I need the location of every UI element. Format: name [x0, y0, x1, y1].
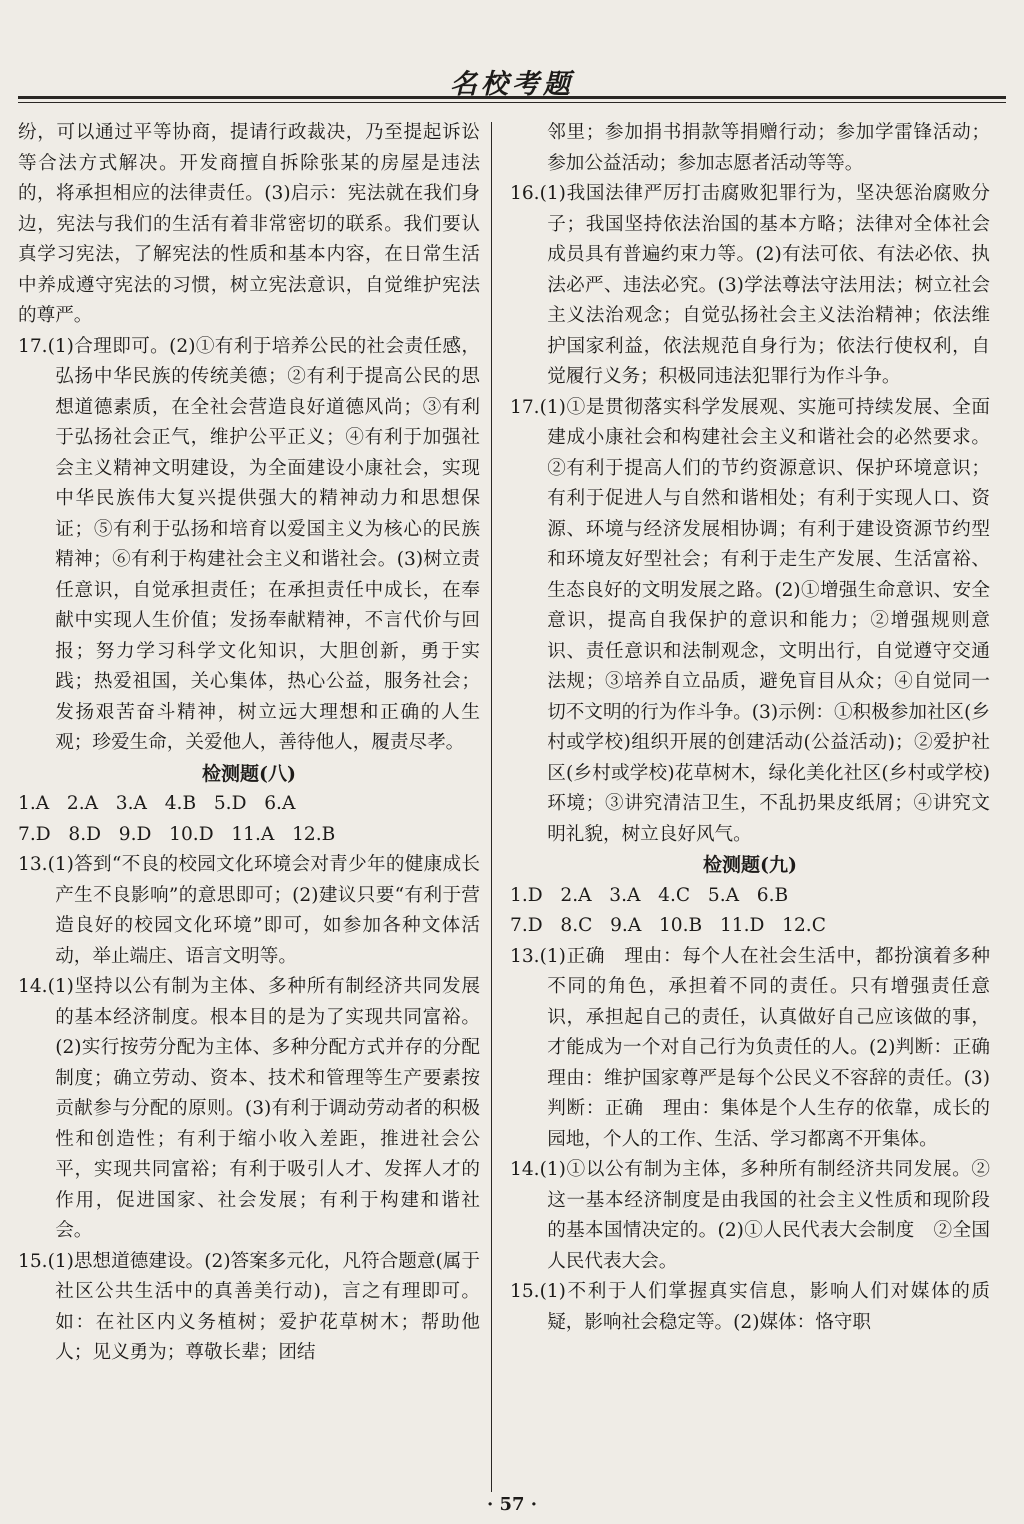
answer-17: 17.(1)合理即可。(2)①有利于培养公民的社会责任感，弘扬中华民族的传统美德；②有利于提高公民的思想道德素质，在全社会营造良好道德风尚；③有利于弘扬社会正气，维护公平正义；④有利于加强社会主义精神文明建设，为全面建设小康社会，实现中华民族伟大复兴提供强大的精神动力和思想保证；⑤有利于弘扬和培育以爱国主义为核心的民族精神；⑥有利于构建社会主义和谐社会。(3)树立责任意识，自觉承担责任；在承担责任中成长，在奉献中实现人生价值；发扬奉献精神，不言代价与回报；努力学习科学文化知识，大胆创新，勇于实践；热爱祖国，关心集体，热心公益，服务社会；发扬艰苦奋斗精神，树立远大理想和正确的人生观；珍爱生命，关爱他人，善待他人，履责尽孝。 [18, 335, 480, 753]
answer-14-right: 14.(1)①以公有制为主体，多种所有制经济共同发展。②这一基本经济制度是由我国的社会主义性质和现阶段的基本国情决定的。(2)①人民代表大会制度 ②全国人民代表大会。 [510, 1159, 990, 1272]
column-divider [491, 122, 492, 1492]
mc-answers-row-2-right: 7.D 8.C 9.A 10.B 11.D 12.C [510, 915, 826, 936]
continued-answer-right: 邻里；参加捐书捐款等捐赠行动；参加学雷锋活动；参加公益活动；参加志愿者活动等等。 [547, 122, 990, 174]
right-column [510, 118, 1009, 1338]
header-title: 名校考题 [450, 69, 574, 100]
section-title-8: 检测题(八) [202, 762, 296, 785]
continued-answer: 纷，可以通过平等协商，提请行政裁决，乃至提起诉讼等合法方式解决。开发商擅自拆除张某的房屋是违法的，将承担相应的法律责任。(3)启示：宪法就在我们身边，宪法与我们的生活有着非常密切的联系。我们要认真学习宪法，了解宪法的性质和基本内容，在日常生活中养成遵守宪法的习惯，树立宪法意识，自觉维护宪法的尊严。 [18, 122, 480, 326]
mc-answers-row-1: 1.A 2.A 3.A 4.B 5.D 6.A [18, 793, 296, 814]
header-rule-thin [18, 102, 1006, 103]
section-title-9: 检测题(九) [703, 854, 797, 876]
header-rule-thick [18, 96, 1006, 99]
answer-16: 16.(1)我国法律严厉打击腐败犯罪行为，坚决惩治腐败分子；我国坚持依法治国的基本方略；法律对全体社会成员具有普遍约束力等。(2)有法可依、有法必依、执法必严、违法必究。(3)学法尊法守法用法；树立社会主义法治观念；自觉弘扬社会主义法治精神；依法维护国家利益，依法规范自身行为；依法行使权利，自觉履行义务；积极同违法犯罪行为作斗争。 [510, 183, 990, 387]
mc-answers-row-2: 7.D 8.D 9.D 10.D 11.A 12.B [18, 823, 336, 845]
page-header [18, 62, 1006, 102]
answer-13: 13.(1)答到“不良的校园文化环境会对青少年的健康成长产生不良影响”的意思即可；(2)建议只要“有利于营造良好的校园文化环境”即可，如参加各种文体活动，举止端庄、语言文明等。 [18, 854, 480, 967]
left-column [18, 118, 480, 1369]
answer-14: 14.(1)坚持以公有制为主体、多种所有制经济共同发展的基本经济制度。根本目的是为了实现共同富裕。(2)实行按劳分配为主体、多种分配方式并存的分配制度；确立劳动、资本、技术和管理等生产要素按贡献参与分配的原则。(3)有利于调动劳动者的积极性和创造性；有利于缩小收入差距，推进社会公平，实现共同富裕；有利于吸引人才、发挥人才的作用，促进国家、社会发展；有利于构建和谐社会。 [18, 976, 480, 1241]
page-number: · 57 · [486, 1494, 538, 1515]
answer-17-right: 17.(1)①是贯彻落实科学发展观、实施可持续发展、全面建成小康社会和构建社会主义和谐社会的必然要求。②有利于提高人们的节约资源意识、保护环境意识；有利于促进人与自然和谐相处；有利于实现人口、资源、环境与经济发展相协调；有利于建设资源节约型和环境友好型社会；有利于走生产发展、生活富裕、生态良好的文明发展之路。(2)①增强生命意识、安全意识，提高自我保护的意识和能力；②增强规则意识、责任意识和法制观念，文明出行，自觉遵守交通法规；③培养自立品质，避免盲目从众；④自觉同一切不文明的行为作斗争。(3)示例：①积极参加社区(乡村或学校)组织开展的创建活动(公益活动)；②爱护社区(乡村或学校)花草树木，绿化美化社区(乡村或学校)环境；③讲究清洁卫生，不乱扔果皮纸屑；④讲究文明礼貌，树立良好风气。 [510, 396, 990, 845]
answer-13-right: 13.(1)正确 理由：每个人在社会生活中，都扮演着多种不同的角色，承担着不同的责任。只有增强责任意识，承担起自己的责任，认真做好自己应该做的事，才能成为一个对自己行为负责任的人。(2)判断：正确 理由：维护国家尊严是每个公民义不容辞的责任。(3)判断：正确 理由：集体是个人生存的依靠，成长的园地，个人的工作、生活、学习都离不开集体。 [510, 945, 1009, 1150]
answer-15: 15.(1)思想道德建设。(2)答案多元化，凡符合题意(属于社区公共生活中的真善美行动)，言之有理即可。如：在社区内义务植树；爱护花草树木；帮助他人；见义勇为；尊敬长辈；团结 [18, 1250, 480, 1363]
answer-15-right: 15.(1)不利于人们掌握真实信息，影响人们对媒体的质疑，影响社会稳定等。(2)媒体：恪守职 [510, 1281, 990, 1333]
mc-answers-row-1-right: 1.D 2.A 3.A 4.C 5.A 6.B [510, 884, 789, 906]
